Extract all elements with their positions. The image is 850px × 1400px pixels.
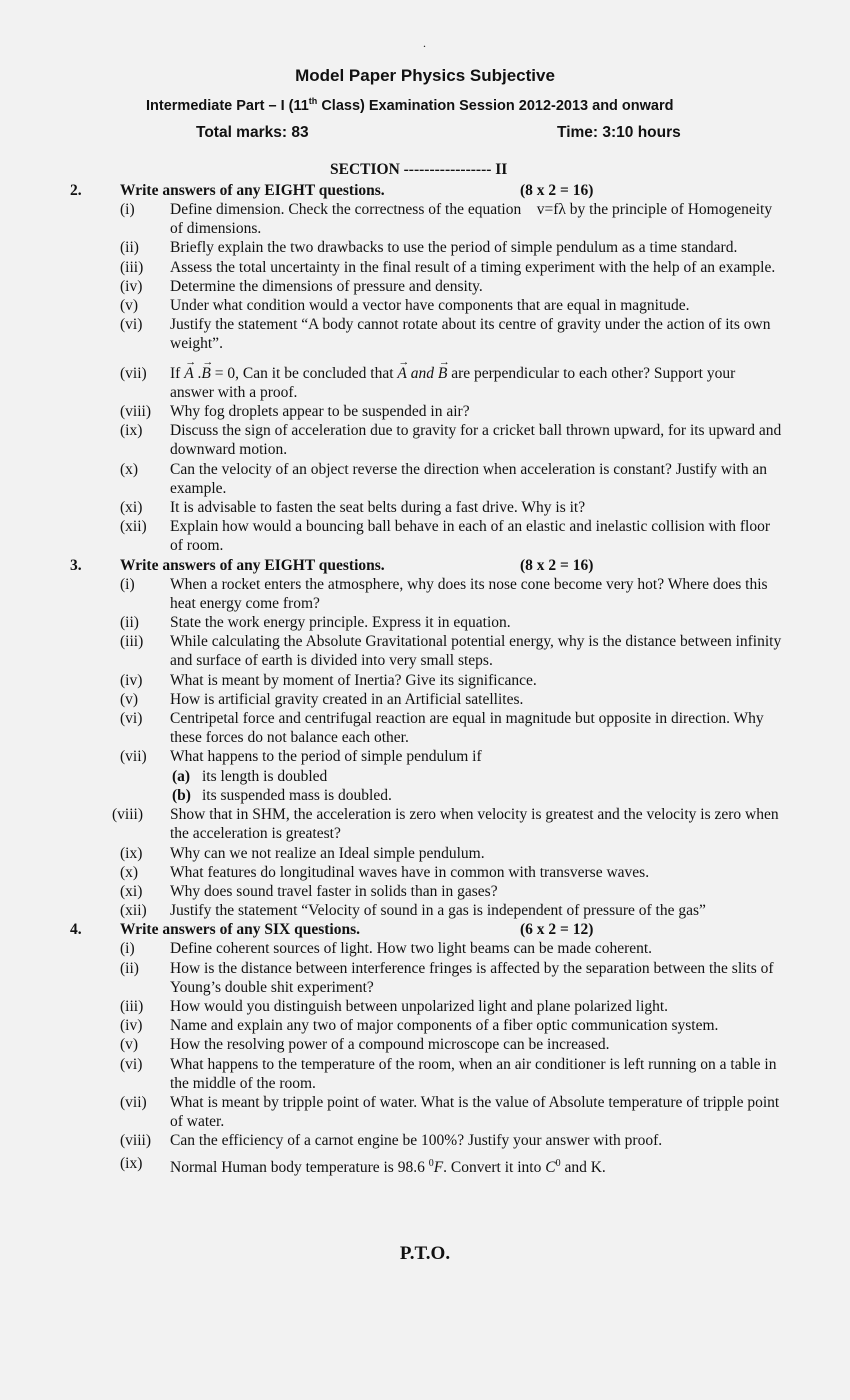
list-item: (xi) It is advisable to fasten the seat belts during a fast drive. Why is it? (120, 499, 586, 517)
list-item: (ii) State the work energy principle. Express it in equation. (120, 614, 511, 632)
list-item: (v) Under what condition would a vector have components that are equal in magnitude. (120, 297, 690, 315)
list-item: (viii) Show that in SHM, the acceleration is zero when velocity is greatest and the velocity is zero when the acceleration is greatest? (112, 806, 779, 843)
list-item: (vi) What happens to the temperature of the room, when an air conditioner is left running on a table in the middle of the room. (120, 1055, 777, 1092)
list-item: (xii) Justify the statement “Velocity of sound in a gas is independent of pressure of the gas” (120, 902, 706, 920)
list-item: (viii) Can the efficiency of a carnot engine be 100%? Justify your answer with proof. (120, 1132, 663, 1150)
list-item: (ix) Why can we not realize an Ideal simple pendulum. (120, 844, 485, 862)
list-item: (v) How is artificial gravity created in an Artificial satellites. (120, 690, 524, 708)
list-item: (vii) If → A .→ B = 0, Can it be concluded that → A and → B are perpendicular to each other? Support your answer with a proof. (0, 354, 850, 402)
vector-b: → B (201, 364, 210, 383)
vector-a: → A (397, 364, 406, 383)
equation: v=fλ (536, 201, 566, 218)
list-item: (iv) Name and explain any two of major components of a fiber optic communication system. (120, 1017, 719, 1035)
question-instruction: Write answers of any EIGHT questions. (120, 182, 385, 199)
sub-item: (b) its suspended mass is doubled. (172, 786, 392, 804)
question-instruction: Write answers of any SIX questions. (120, 921, 360, 939)
page-title: Model Paper Physics Subjective (295, 66, 555, 85)
page-turn-over: P.T.O. (399, 1243, 451, 1264)
list-item: (vi) Centripetal force and centrifugal reaction are equal in magnitude but opposite in direction. Why these forces do not balance each other. (120, 710, 764, 747)
question-number: 2. (70, 182, 82, 199)
question-number: 4. (70, 921, 82, 939)
list-item: (ii) Briefly explain the two drawbacks to use the period of simple pendulum as a time standard. (120, 239, 738, 257)
section-heading: SECTION ----------------- II (330, 161, 508, 178)
list-item: (iii) While calculating the Absolute Gravitational potential energy, why is the distance between infinity and surface of earth is divided into very small steps. (120, 633, 782, 670)
exam-subtitle: Intermediate Part – I (11th Class) Examination Session 2012-2013 and onward (146, 96, 674, 114)
question-2-header (0, 181, 850, 200)
top-dot: . (423, 36, 426, 50)
questions (0, 181, 850, 1177)
question-3-header (0, 556, 850, 575)
sub-item: (a) its length is doubled (172, 767, 328, 785)
list-item: (viii) Why fog droplets appear to be suspended in air? (120, 403, 470, 421)
list-item: (iv) What is meant by moment of Inertia? Give its significance. (120, 671, 537, 689)
list-item: (ix) Discuss the sign of acceleration due to gravity for a cricket ball thrown upward, for its upward and downward motion. (120, 422, 782, 459)
total-marks: Total marks: 83 (196, 124, 309, 141)
list-item: (vii) What happens to the period of simple pendulum if (120, 748, 482, 766)
exam-time: Time: 3:10 hours (557, 124, 681, 141)
list-item: (x) Can the velocity of an object reverse the direction when acceleration is constant? Justify with an example. (120, 460, 767, 497)
list-item: (x) What features do longitudinal waves have in common with transverse waves. (120, 863, 650, 881)
list-item: (iv) Determine the dimensions of pressure and density. (120, 277, 483, 295)
list-item: (i) When a rocket enters the atmosphere, why does its nose cone become very hot? Where does this heat energy come from? (120, 575, 768, 612)
list-item: (ix) Normal Human body temperature is 98.6 $^0$F. Convert it into $C^0$ and K. (120, 1154, 606, 1176)
question-4-header (0, 920, 850, 939)
question-marks: (8 x 2 = 16) (520, 556, 594, 574)
list-item: (v) How the resolving power of a compound microscope can be increased. (120, 1036, 610, 1054)
list-item: (ii) How is the distance between interference fringes is affected by the separation between the slits of Young’s double shit experiment? (120, 959, 774, 996)
list-item: (vi) Justify the statement “A body cannot rotate about its centre of gravity under the action of its own weight”. (120, 316, 771, 353)
question-marks: (6 x 2 = 12) (520, 921, 594, 939)
list-item: (iii) How would you distinguish between unpolarized light and plane polarized light. (120, 997, 669, 1015)
question-instruction: Write answers of any EIGHT questions. (120, 556, 385, 574)
question-number: 3. (70, 556, 82, 574)
list-item: (xi) Why does sound travel faster in solids than in gases? (120, 882, 498, 900)
list-item: (iii) Assess the total uncertainty in the final result of a timing experiment with the help of an example. (120, 258, 776, 276)
question-marks: (8 x 2 = 16) (520, 182, 594, 199)
vector-b: → B (438, 364, 447, 383)
list-item: (i) Define coherent sources of light. How two light beams can be made coherent. (120, 940, 653, 958)
list-item: (vii) What is meant by tripple point of water. What is the value of Absolute temperature of tripple point of water. (120, 1093, 780, 1131)
vector-a: → A (184, 364, 193, 383)
list-item: (i) Define dimension. Check the correctness of the equation v=fλ by the principle of Homogeneity of dimensions. (120, 201, 773, 238)
list-item: (xii) Explain how would a bouncing ball behave in each of an elastic and inelastic collision with floor of room. (120, 518, 771, 555)
